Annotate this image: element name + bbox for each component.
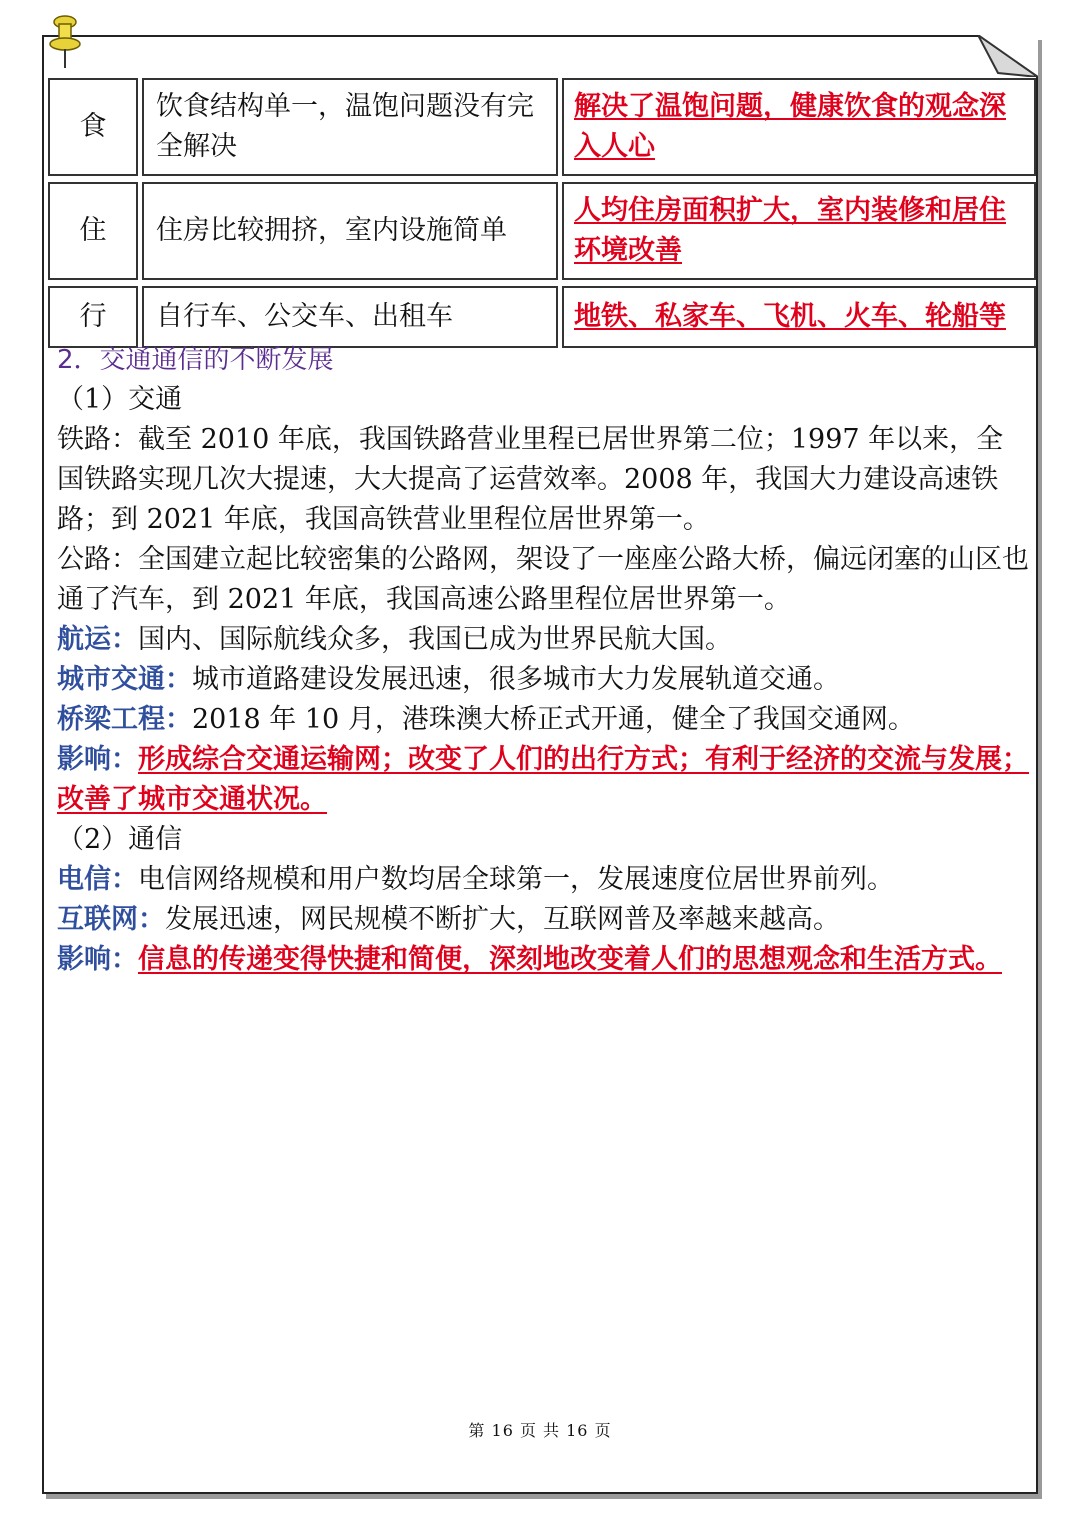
after-cell: 人均住房面积扩大，室内装修和居住环境改善 xyxy=(562,182,1036,280)
page-corner-fold-icon xyxy=(978,35,1038,77)
telecom-paragraph xyxy=(57,860,1029,900)
highway-paragraph xyxy=(57,540,1029,620)
page-footer: 第 16 页 共 16 页 xyxy=(468,1421,612,1440)
subheading-transport: （1）交通 xyxy=(57,384,183,415)
category-cell: 住 xyxy=(48,182,138,280)
telecom-label: 电信： xyxy=(57,864,138,895)
comm-impact-text: 信息的传递变得快捷和简便，深刻地改变着人们的思想观念和生活方式。 xyxy=(138,944,1002,975)
railway-label: 铁路： xyxy=(57,424,138,455)
section-title: 2．交通通信的不断发展 xyxy=(57,345,334,375)
bridge-label: 桥梁工程： xyxy=(57,704,192,735)
urban-text: 城市道路建设发展迅速，很多城市大力发展轨道交通。 xyxy=(192,664,840,695)
aviation-text: 国内、国际航线众多，我国已成为世界民航大国。 xyxy=(138,624,732,655)
before-cell: 住房比较拥挤，室内设施简单 xyxy=(142,182,558,280)
comm-impact-label: 影响： xyxy=(57,944,138,975)
category-cell: 食 xyxy=(48,78,138,176)
aviation-label: 航运： xyxy=(57,624,138,655)
highway-text: 全国建立起比较密集的公路网，架设了一座座公路大桥，偏远闭塞的山区也通了汽车，到 2021 年底，我国高速公路里程位居世界第一。 xyxy=(57,544,1029,615)
category-cell: 行 xyxy=(48,286,138,348)
railway-text: 截至 2010 年底，我国铁路营业里程已居世界第二位；1997 年以来，全国铁路实现几次大提速，大大提高了运营效率。2008 年，我国大力建设高速铁路；到 2021 年底，我国高铁营业里程位居世界第一。 xyxy=(57,424,1004,535)
transport-impact-text: 形成综合交通运输网；改变了人们的出行方式；有利于经济的交流与发展；改善了城市交通状况。 xyxy=(57,744,1029,815)
internet-label: 互联网： xyxy=(57,904,165,935)
telecom-text: 电信网络规模和用户数均居全球第一，发展速度位居世界前列。 xyxy=(138,864,894,895)
highway-label: 公路： xyxy=(57,544,138,575)
comparison-table xyxy=(44,78,1040,348)
transport-impact-label: 影响： xyxy=(57,744,138,775)
main-content xyxy=(57,340,1029,980)
bridge-paragraph xyxy=(57,700,1029,740)
table-row xyxy=(48,182,1036,280)
subheading-communication: （2）通信 xyxy=(57,824,183,855)
pushpin-icon xyxy=(48,14,82,70)
comm-impact-paragraph xyxy=(57,940,1029,980)
table-row xyxy=(48,286,1036,348)
transport-impact-paragraph xyxy=(57,740,1029,820)
bridge-text: 2018 年 10 月，港珠澳大桥正式开通，健全了我国交通网。 xyxy=(192,704,915,735)
internet-text: 发展迅速，网民规模不断扩大，互联网普及率越来越高。 xyxy=(165,904,840,935)
before-cell: 饮食结构单一，温饱问题没有完全解决 xyxy=(142,78,558,176)
urban-paragraph xyxy=(57,660,1029,700)
after-cell: 解决了温饱问题，健康饮食的观念深入人心 xyxy=(562,78,1036,176)
internet-paragraph xyxy=(57,900,1029,940)
railway-paragraph xyxy=(57,420,1029,540)
aviation-paragraph xyxy=(57,620,1029,660)
table-row xyxy=(48,78,1036,176)
urban-label: 城市交通： xyxy=(57,664,192,695)
after-cell: 地铁、私家车、飞机、火车、轮船等 xyxy=(562,286,1036,348)
before-cell: 自行车、公交车、出租车 xyxy=(142,286,558,348)
